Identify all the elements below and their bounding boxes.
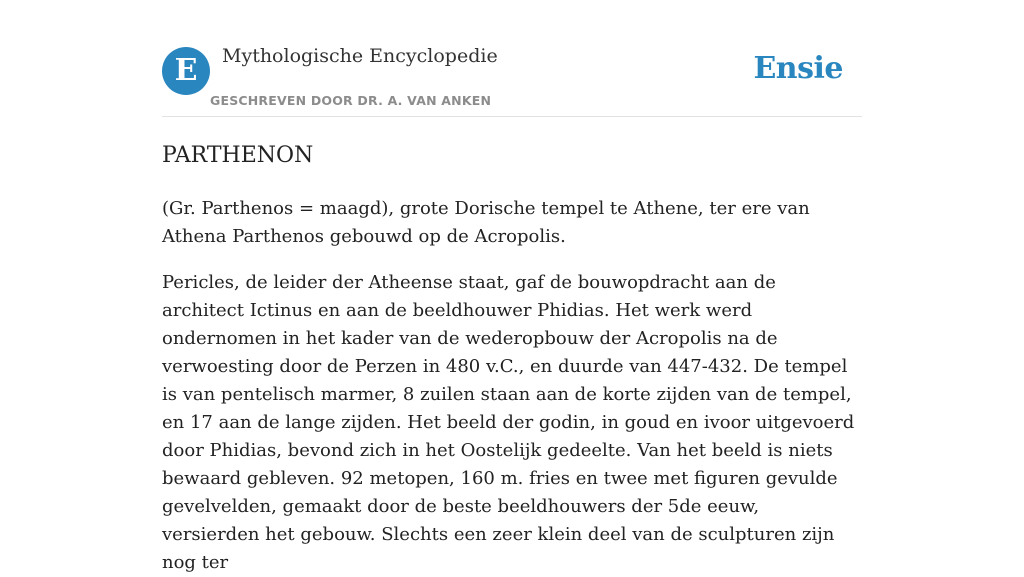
- ensie-brand-link[interactable]: Ensie: [753, 51, 843, 86]
- article-paragraph: (Gr. Parthenos = maagd), grote Dorische tempel te Athene, ter ere van Athena Parthenos gebouwd op de Acropolis.: [162, 198, 810, 247]
- site-title-link[interactable]: Mythologische Encyclopedie: [222, 45, 498, 67]
- article-title: PARTHENON: [162, 143, 314, 168]
- ensie-logo-icon[interactable]: E: [162, 47, 210, 95]
- article-paragraph: Pericles, de leider der Atheense staat, gaf de bouwopdracht aan de architect Ictinus en aan de beeldhouwer Phidias. Het werk werd ondernomen in het kader van de wederopbouw der Acropolis na de verwoesting door de Perzen in 480 v.C., en duurde van 447-432. De tempel is van pentelisch marmer, 8 zuilen staan aan de korte zijden van de tempel, en 17 aan de lange zijden. Het beeld der godin, in goud en ivoor uitgevoerd door Phidias, bevond zich in het Oostelijk gedeelte. Van het beeld is niets bewaard gebleven. 92 metopen, 160 m. fries en twee met figuren gevulde gevelvelden, gemaakt door de beste beeldhouwers der 5de eeuw, versierden het gebouw. Slechts een zeer klein deel van de sculpturen zijn nog ter: [162, 272, 855, 573]
- content-column: [162, 0, 862, 577]
- author-byline: GESCHREVEN DOOR DR. A. VAN ANKEN: [210, 93, 492, 108]
- header: [162, 0, 862, 117]
